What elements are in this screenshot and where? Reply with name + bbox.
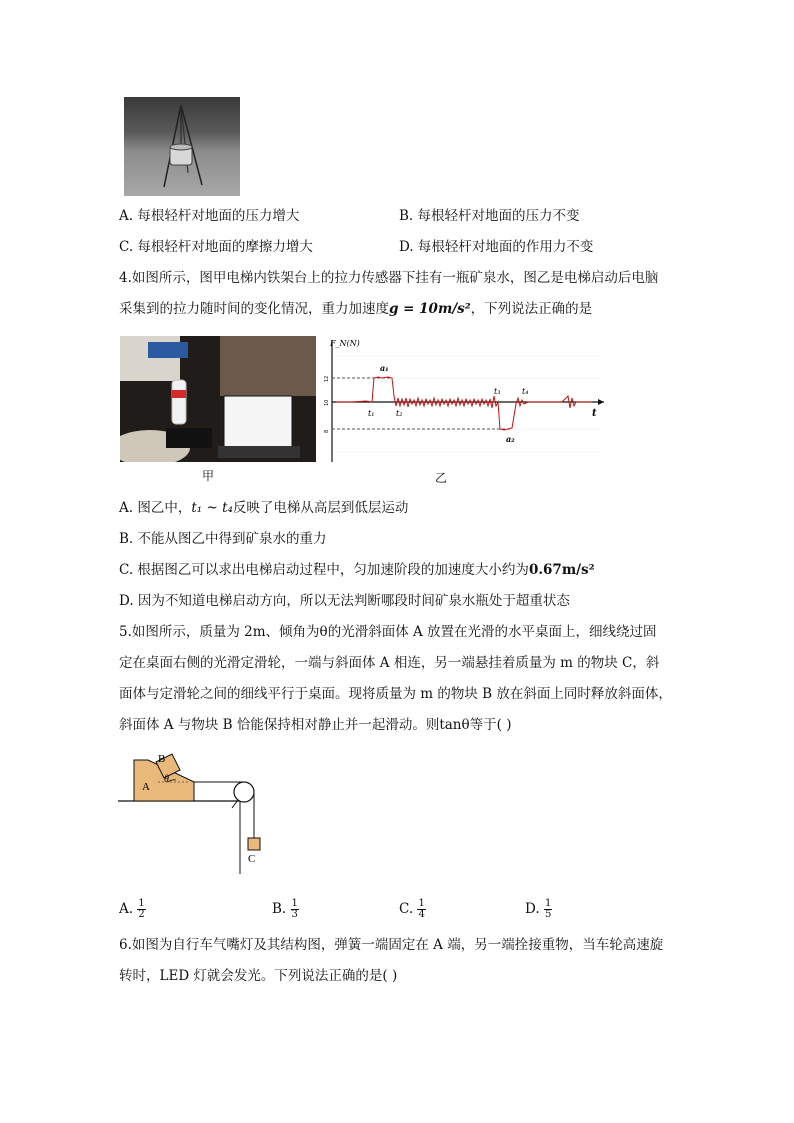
- graph-xlabel: t: [592, 408, 597, 419]
- graph-ylabel: F_N(N): [330, 339, 360, 348]
- tick-12: 12: [324, 375, 330, 382]
- q5-option-a: [119, 898, 146, 920]
- q5-option-b-label: B.: [272, 901, 287, 917]
- q5-option-c-fraction: [417, 899, 425, 920]
- q4-stem-line1: 4.如图所示，图甲电梯内铁架台上的拉力传感器下挂有一瓶矿泉水，图乙是电梯启动后电脑: [119, 270, 659, 286]
- q4-option-a-tail: 反映了电梯从高层到低层运动: [232, 500, 409, 516]
- q3-option-a: A. 每根轻杆对地面的压力增大: [119, 208, 300, 224]
- mark-t3: t₃: [494, 387, 501, 396]
- label-jia: 甲: [202, 469, 215, 483]
- mark-a1: a₁: [380, 363, 389, 373]
- denominator: 4: [418, 909, 425, 920]
- q6-stem-line2: 转时，LED 灯就会发光。下列说法正确的是( ): [119, 968, 398, 984]
- fig-label-c: C: [248, 853, 256, 865]
- tick-8: 8: [324, 429, 330, 433]
- numerator: 1: [291, 898, 298, 909]
- q5-option-b-fraction: [291, 899, 299, 920]
- q4-stem-line2: [119, 299, 592, 319]
- force-time-graph: [322, 336, 610, 464]
- denominator: 2: [138, 909, 145, 920]
- q3-option-b: B. 每根轻杆对地面的压力不变: [399, 208, 580, 224]
- q3-option-c: C. 每根轻杆对地面的摩擦力增大: [119, 239, 313, 255]
- q4-stem-tail: ，下列说法正确的是: [470, 301, 593, 317]
- q4-gravity-formula: g = 10m/s²: [389, 301, 471, 317]
- numerator: 1: [544, 898, 552, 909]
- mark-t2: t₂: [396, 409, 403, 418]
- fig-label-theta: θ: [164, 774, 169, 785]
- q4-option-b: B. 不能从图乙中得到矿泉水的重力: [119, 531, 327, 547]
- q4-option-a: [119, 498, 408, 518]
- mark-a2: a₂: [506, 434, 515, 444]
- q5-stem-line4: 斜面体 A 与物块 B 恰能保持相对静止并一起滑动。则tanθ等于( ): [119, 717, 512, 733]
- q5-option-d-fraction: [544, 899, 552, 920]
- q4-stem-text: 采集到的拉力随时间的变化情况，重力加速度: [119, 301, 389, 317]
- q4-option-c-text: C. 根据图乙可以求出电梯启动过程中，匀加速阶段的加速度大小约为: [119, 562, 529, 578]
- q6-stem-line1: 6.如图为自行车气嘴灯及其结构图，弹簧一端固定在 A 端，另一端拴接重物，当车轮高速旋: [119, 937, 664, 953]
- q4-option-a-text: A. 图乙中，: [119, 500, 192, 516]
- q5-option-c: [399, 898, 426, 920]
- q5-stem-line2: 定在桌面右侧的光滑定滑轮，一端与斜面体 A 相连，另一端悬挂着质量为 m 的物块 C，斜: [119, 655, 660, 671]
- q5-stem-line1: 5.如图所示，质量为 2m、倾角为θ的光滑斜面体 A 放置在光滑的水平桌面上，细线绕过固: [119, 624, 657, 640]
- label-yi: 乙: [435, 471, 448, 485]
- fig-label-b: B: [158, 753, 166, 765]
- mark-t4: t₄: [522, 387, 529, 396]
- fig-label-a: A: [142, 781, 150, 793]
- elevator-photo: [120, 336, 316, 462]
- tripod-photo: [124, 97, 240, 196]
- q5-option-d: [525, 898, 552, 920]
- numerator: 1: [138, 898, 145, 909]
- mark-t1: t₁: [368, 409, 375, 418]
- q3-option-d: D. 每根轻杆对地面的作用力不变: [399, 239, 594, 255]
- denominator: 5: [544, 909, 552, 920]
- denominator: 3: [291, 909, 298, 920]
- q5-option-a-fraction: [137, 899, 145, 920]
- q5-option-b: [272, 898, 299, 920]
- q5-stem-line3: 面体与定滑轮之间的细线平行于桌面。现将质量为 m 的物块 B 放在斜面上同时释放斜面体，: [119, 686, 672, 702]
- q5-option-d-label: D.: [525, 901, 540, 917]
- q5-option-a-label: A.: [119, 901, 134, 917]
- q4-option-d: D. 因为不知道电梯启动方向，所以无法判断哪段时间矿泉水瓶处于超重状态: [119, 593, 570, 609]
- q4-option-a-math: t₁ ~ t₄: [191, 500, 233, 516]
- q4-option-c-math: 0.67m/s²: [528, 562, 595, 578]
- incline-pulley-figure: [118, 748, 278, 876]
- tick-10: 10: [324, 399, 330, 406]
- q5-option-c-label: C.: [399, 901, 414, 917]
- numerator: 1: [418, 898, 425, 909]
- q4-option-c: [119, 560, 595, 580]
